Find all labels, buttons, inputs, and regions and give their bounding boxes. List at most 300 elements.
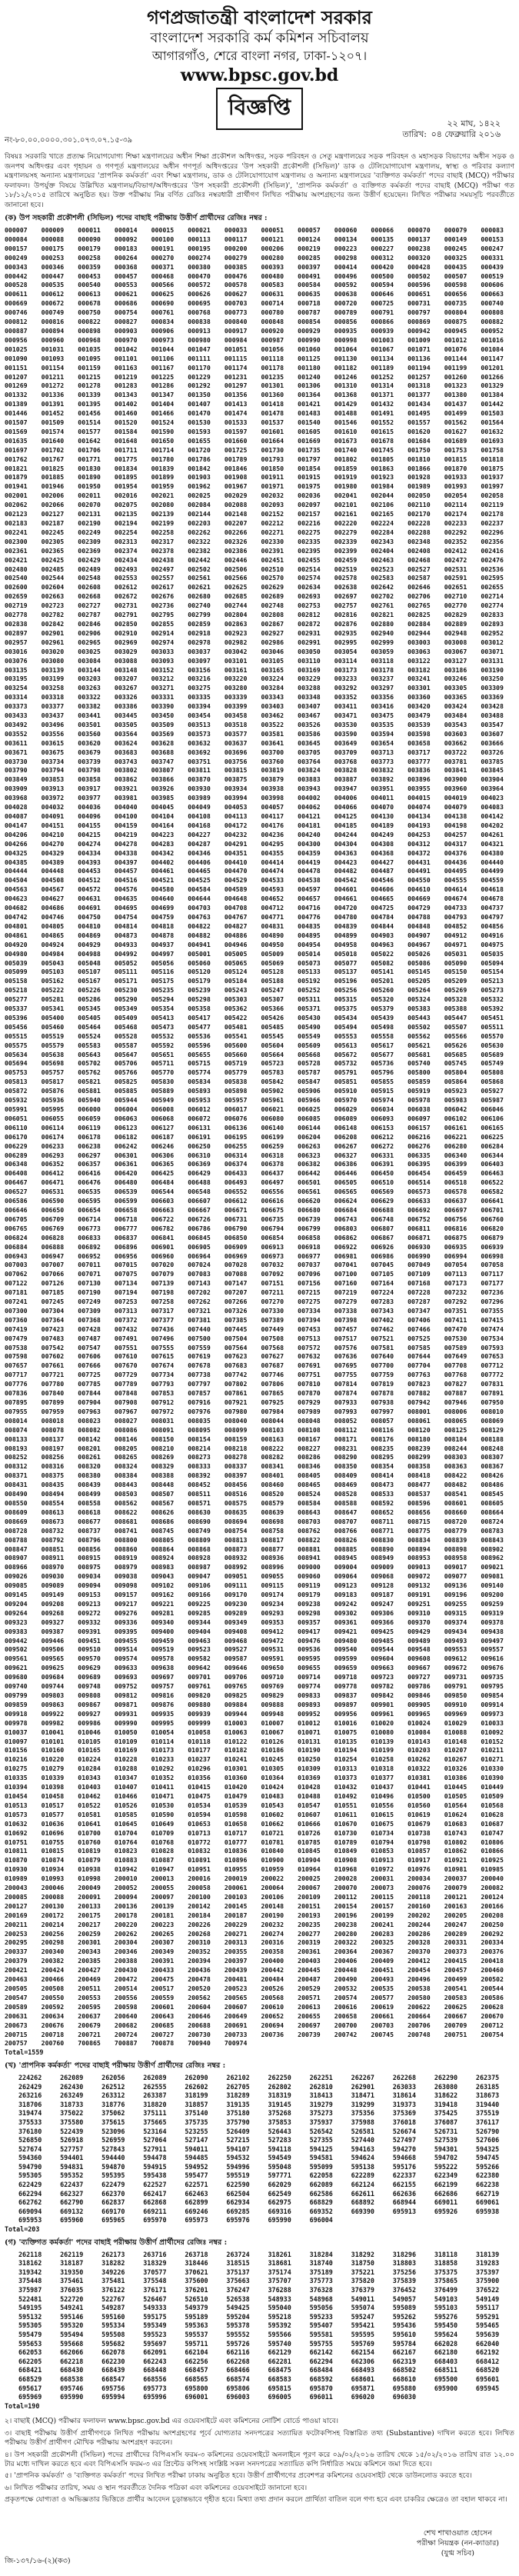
signatory-name: শেখ শাখাওয়াত হোসেন	[423, 2528, 492, 2538]
reg-number: 319135	[226, 2100, 250, 2108]
reg-number: 003428	[481, 702, 504, 711]
reg-number: 000987	[261, 335, 284, 344]
reg-number: 010755	[41, 1838, 65, 1846]
reg-number: 002135	[114, 510, 138, 518]
reg-number: 002408	[408, 546, 431, 555]
reg-number: 001090	[5, 354, 28, 362]
reg-number: 006459	[444, 1169, 467, 1178]
reg-number: 002566	[224, 574, 248, 582]
reg-number: 200670	[481, 2011, 504, 2020]
reg-number: 200574	[334, 1993, 358, 2001]
reg-number: 003819	[261, 766, 284, 775]
reg-number: 007466	[408, 1325, 431, 1333]
reg-number: 375481	[101, 2277, 125, 2285]
reg-number: 004317	[444, 839, 467, 848]
reg-number: 594952	[185, 2162, 208, 2171]
reg-number: 003458	[224, 711, 248, 720]
reg-number: 007355	[481, 1306, 504, 1315]
reg-number: 318471	[351, 2091, 374, 2100]
reg-number: 008885	[334, 1545, 358, 1553]
reg-number: 003832	[371, 766, 394, 775]
reg-number: 200727	[151, 2030, 175, 2038]
reg-number: 594581	[309, 2154, 333, 2162]
reg-number: 006624	[334, 1197, 358, 1205]
reg-number: 668403	[434, 2357, 458, 2365]
reg-number: 006284	[481, 1141, 504, 1150]
reg-number: 007504	[224, 1334, 248, 1342]
reg-number: 001664	[261, 436, 284, 445]
reg-number: 001470	[188, 409, 211, 418]
reg-number: 669316	[268, 2207, 291, 2215]
reg-number: 000635	[298, 290, 321, 298]
reg-number: 003522	[261, 720, 284, 728]
reg-number: 001407	[188, 400, 211, 408]
reg-number: 002842	[41, 619, 65, 628]
reg-number: 005366	[261, 1005, 284, 1013]
reg-number: 009633	[114, 1664, 138, 1672]
reg-number: 007241	[5, 1298, 28, 1306]
reg-number: 009850	[444, 1691, 467, 1699]
reg-number: 009153	[78, 1591, 101, 1599]
reg-number: 001655	[188, 436, 211, 445]
reg-number: 005439	[371, 1013, 394, 1021]
reg-number: 001810	[408, 455, 431, 463]
reg-number: 005099	[5, 968, 28, 976]
reg-number: 004648	[224, 895, 248, 903]
reg-number: 006182	[114, 1132, 138, 1141]
reg-number: 662053	[18, 2348, 42, 2357]
reg-number: 007462	[371, 1325, 394, 1333]
reg-number: 006102	[444, 1114, 467, 1122]
reg-number: 595436	[392, 2321, 416, 2330]
reg-number: 003509	[151, 720, 175, 728]
reg-number: 004176	[261, 821, 284, 829]
reg-number: 526542	[309, 2127, 333, 2135]
reg-number: 669211	[143, 2207, 167, 2215]
commission-title: বাংলাদেশ সরকারি কর্ম কমিশন সচিবালয়	[150, 30, 369, 46]
reg-number: 007559	[188, 1343, 211, 1351]
reg-number: 007406	[408, 1315, 431, 1324]
reg-number: 006301	[114, 1151, 138, 1159]
reg-number: 000754	[114, 308, 138, 317]
reg-number: 006391	[371, 1160, 394, 1168]
reg-number: 007972	[151, 1407, 175, 1415]
reg-number: 006556	[261, 1188, 284, 1196]
reg-number: 002080	[151, 501, 175, 509]
reg-number: 007593	[481, 1343, 504, 1351]
reg-number: 002382	[188, 546, 211, 555]
reg-number: 002070	[78, 501, 101, 509]
reg-number: 200121	[444, 1892, 467, 1901]
reg-number: 004827	[224, 921, 248, 930]
reg-number: 200238	[334, 1920, 358, 1928]
reg-number: 008550	[5, 1498, 28, 1507]
reg-number: 001950	[78, 482, 101, 491]
reg-number: 010347	[114, 1774, 138, 1782]
reg-number: 001323	[444, 382, 467, 390]
reg-number: 001615	[371, 427, 394, 435]
reg-number: 375137	[226, 2268, 250, 2276]
reg-number: 662549	[268, 2189, 291, 2198]
reg-number: 001903	[188, 473, 211, 482]
reg-number: 200139	[151, 1901, 175, 1910]
reg-number: 010424	[261, 1783, 284, 1791]
reg-number: 009264	[5, 1608, 28, 1617]
reg-number: 009251	[408, 1599, 431, 1608]
reg-number: 005409	[114, 1013, 138, 1021]
reg-number: 200304	[114, 1938, 138, 1947]
reg-number: 007997	[371, 1407, 394, 1415]
reg-number: 009425	[371, 1627, 394, 1635]
reg-number: 008125	[444, 1425, 467, 1434]
reg-number: 662230	[101, 2357, 125, 2365]
reg-number: 008261	[78, 1453, 101, 1461]
reg-number: 000033	[224, 226, 248, 234]
reg-number: 006705	[5, 1215, 28, 1223]
reg-number: 004907	[408, 931, 431, 939]
reg-number: 008010	[481, 1407, 504, 1415]
reg-number: 001989	[408, 482, 431, 491]
reg-number: 010131	[298, 1737, 321, 1745]
reg-number: 008142	[78, 1435, 101, 1443]
reg-number: 007993	[334, 1407, 358, 1415]
reg-number: 262267	[351, 2073, 374, 2081]
reg-number: 001507	[5, 418, 28, 427]
reg-number: 006986	[371, 1251, 394, 1260]
reg-number: 000611	[5, 290, 28, 298]
reg-number: 008720	[444, 1517, 467, 1525]
reg-number: 002093	[261, 501, 284, 509]
reg-number: 010760	[78, 1838, 101, 1846]
reg-number: 006773	[78, 1224, 101, 1232]
reg-number: 010199	[371, 1746, 394, 1755]
reg-number: 006692	[408, 1205, 431, 1214]
reg-number: 008154	[188, 1435, 211, 1443]
reg-number: 008898	[444, 1545, 467, 1553]
reg-number: 001839	[151, 464, 175, 472]
reg-number: 010845	[298, 1847, 321, 1855]
reg-number: 005651	[151, 1050, 175, 1058]
reg-number: 010029	[444, 1718, 467, 1727]
reg-number: 004818	[151, 921, 175, 930]
reg-number: 002753	[298, 602, 321, 610]
reg-number: 004278	[114, 839, 138, 848]
reg-number: 010220	[41, 1755, 65, 1764]
reg-number: 004504	[5, 876, 28, 885]
reg-number: 003666	[481, 738, 504, 747]
reg-number: 009302	[334, 1608, 358, 1617]
reg-number: 200277	[298, 1929, 321, 1938]
reg-number: 000791	[371, 308, 394, 317]
reg-number: 000840	[224, 318, 248, 326]
reg-number: 010250	[298, 1755, 321, 1764]
reg-number: 004703	[188, 904, 211, 912]
reg-number: 594532	[226, 2154, 250, 2162]
reg-number: 001442	[481, 400, 504, 408]
reg-number: 007071	[78, 1270, 101, 1278]
reg-number: 002123	[5, 510, 28, 518]
reg-number: 006233	[41, 1141, 65, 1150]
reg-number: 010041	[41, 1728, 65, 1736]
reg-number: 200475	[151, 1975, 175, 1984]
reg-number: 004946	[224, 940, 248, 948]
reg-number: 003139	[41, 665, 65, 674]
reg-number: 000913	[188, 326, 211, 335]
reg-number: 001793	[261, 455, 284, 463]
reg-number: 009077	[444, 1572, 467, 1581]
reg-number: 002296	[481, 528, 504, 536]
reg-number: 007062	[5, 1270, 28, 1278]
reg-number: 002131	[78, 510, 101, 518]
govt-title: গণপ্রজাতন্ত্রী বাংলাদেশ সরকার	[147, 6, 372, 28]
reg-number: 009268	[41, 1608, 65, 1617]
reg-number: 008958	[444, 1554, 467, 1562]
reg-number: 000827	[114, 318, 138, 326]
reg-number: 001524	[151, 418, 175, 427]
reg-number: 009799	[5, 1691, 28, 1699]
reg-number: 009412	[261, 1627, 284, 1635]
reg-number: 009289	[224, 1608, 248, 1617]
reg-number: 005592	[151, 1041, 175, 1049]
reg-number: 002978	[188, 638, 211, 646]
reg-number: 005090	[444, 958, 467, 967]
reg-number: 010862	[444, 1847, 467, 1855]
reg-number: 003615	[41, 738, 65, 747]
reg-number: 007079	[151, 1270, 175, 1278]
reg-number: 006280	[444, 1141, 467, 1150]
reg-number: 200397	[224, 1957, 248, 1965]
reg-number: 009332	[78, 1618, 101, 1626]
reg-number: 009650	[261, 1664, 284, 1672]
reg-number: 375461	[60, 2277, 84, 2285]
reg-number: 200601	[151, 2002, 175, 2011]
reg-number: 008435	[41, 1481, 65, 1489]
reg-number: 200634	[41, 2011, 65, 2020]
reg-number: 007980	[224, 1407, 248, 1415]
reg-number: 594360	[18, 2154, 42, 2162]
reg-number: 003883	[298, 775, 321, 784]
reg-number: 000191	[151, 244, 175, 252]
reg-number: 007164	[371, 1279, 394, 1288]
reg-number: 008222	[261, 1444, 284, 1452]
reg-number: 009051	[224, 1572, 248, 1581]
reg-number: 375987	[18, 2286, 42, 2294]
reg-number: 001432	[371, 400, 394, 408]
reg-number: 005536	[188, 1031, 211, 1040]
reg-number: 003424	[444, 702, 467, 711]
reg-number: 003071	[481, 647, 504, 655]
reg-number: 007215	[298, 1288, 321, 1297]
reg-number: 001885	[41, 473, 65, 482]
reg-number: 007292	[444, 1298, 467, 1306]
reg-number: 004304	[334, 839, 358, 848]
reg-number: 200013	[151, 1875, 175, 1883]
reg-number: 000887	[5, 326, 28, 335]
reg-number: 002612	[114, 583, 138, 592]
reg-number: 200184	[188, 1911, 211, 1919]
reg-number: 000447	[41, 272, 65, 280]
reg-number: 010976	[408, 1865, 431, 1874]
reg-number: 008805	[151, 1535, 175, 1544]
reg-number: 009723	[371, 1673, 394, 1681]
reg-number: 002527	[408, 565, 431, 573]
reg-number: 001863	[371, 464, 394, 472]
reg-number: 002006	[41, 492, 65, 500]
reg-number: 004482	[334, 867, 358, 875]
reg-number: 318706	[18, 2100, 42, 2108]
reg-number: 006531	[41, 1188, 65, 1196]
reg-number: 005566	[444, 1031, 467, 1040]
reg-number: 008388	[151, 1471, 175, 1480]
reg-number: 006799	[298, 1224, 321, 1232]
reg-number: 002808	[261, 611, 284, 619]
reg-number: 595117	[475, 2304, 500, 2312]
reg-number: 005808	[481, 1068, 504, 1077]
reg-number: 004406	[188, 858, 211, 866]
reg-number: 009047	[188, 1572, 211, 1581]
reg-number: 595291	[475, 2312, 500, 2321]
reg-number: 200649	[224, 2011, 248, 2020]
reg-number: 001786	[188, 455, 211, 463]
reg-number: 001189	[371, 363, 394, 372]
reg-number: 003560	[78, 729, 101, 738]
reg-number: 008983	[151, 1563, 175, 1571]
reg-number: 003926	[151, 785, 175, 793]
reg-number: 004516	[114, 876, 138, 885]
section-total: Total=1559	[5, 2048, 44, 2057]
reg-number: 003394	[188, 702, 211, 711]
reg-number: 003488	[481, 711, 504, 720]
reg-number: 200313	[224, 1938, 248, 1947]
reg-number: 002245	[41, 528, 65, 536]
reg-number: 009578	[151, 1655, 175, 1663]
reg-number: 662256	[185, 2357, 208, 2365]
reg-number: 200079	[444, 1884, 467, 1892]
reg-number: 001693	[481, 436, 504, 445]
reg-number: 010781	[261, 1838, 284, 1846]
reg-number: 010177	[188, 1746, 211, 1755]
reg-number: 006824	[5, 1233, 28, 1241]
reg-number: 200343	[78, 1948, 101, 1956]
reg-number: 006514	[408, 1178, 431, 1187]
reg-number: 006697	[444, 1205, 467, 1214]
reg-number: 002088	[224, 501, 248, 509]
reg-number: 010951	[188, 1865, 211, 1874]
reg-number: 010190	[298, 1746, 321, 1755]
reg-number: 007989	[298, 1407, 321, 1415]
reg-number: 010636	[41, 1819, 65, 1828]
reg-number: 003649	[334, 738, 358, 747]
reg-number: 005035	[481, 949, 504, 958]
reg-number: 007453	[298, 1325, 321, 1333]
reg-number: 002326	[224, 537, 248, 545]
reg-number: 010173	[151, 1746, 175, 1755]
reg-number: 000343	[5, 262, 28, 271]
reg-number: 375369	[392, 2109, 416, 2118]
reg-number: 262056	[101, 2073, 125, 2081]
reg-number: 006841	[151, 1233, 175, 1241]
reg-number: 010301	[224, 1765, 248, 1773]
reg-number: 005107	[78, 968, 101, 976]
reg-number: 001042	[114, 345, 138, 353]
reg-number: 005719	[224, 1059, 248, 1068]
reg-number: 002748	[261, 602, 284, 610]
reg-number: 200253	[5, 1929, 28, 1938]
reg-number: 262290	[434, 2073, 458, 2081]
reg-number: 003679	[78, 748, 101, 756]
reg-number: 001753	[444, 445, 467, 454]
reg-number: 004227	[188, 830, 211, 838]
reg-number: 003216	[188, 675, 211, 683]
reg-number: 000789	[334, 308, 358, 317]
reg-number: 002668	[78, 592, 101, 601]
reg-number: 008847	[5, 1545, 28, 1553]
reg-number: 200361	[298, 1948, 321, 1956]
reg-number: 662934	[226, 2198, 250, 2207]
reg-number: 005970	[334, 1096, 358, 1105]
reg-number: 000750	[78, 308, 101, 317]
reg-number: 318803	[392, 2259, 416, 2268]
reg-number: 010964	[298, 1865, 321, 1874]
reg-number: 695800	[185, 2384, 208, 2392]
reg-number: 004113	[224, 812, 248, 820]
reg-number: 005043	[41, 958, 65, 967]
reg-number: 010343	[78, 1774, 101, 1782]
reg-number: 002275	[298, 528, 321, 536]
reg-number: 010097	[5, 1737, 28, 1745]
reg-number: 008830	[371, 1535, 394, 1544]
reg-number: 007836	[5, 1389, 28, 1398]
reg-number: 005919	[408, 1087, 431, 1095]
reg-number: 005957	[224, 1096, 248, 1105]
reg-number: 200583	[444, 1993, 467, 2001]
reg-number: 002021	[151, 492, 175, 500]
reg-number: 001434	[408, 400, 431, 408]
reg-number: 004321	[481, 839, 504, 848]
reg-number: 004559	[481, 876, 504, 885]
reg-number: 000812	[5, 318, 28, 326]
reg-number: 008834	[408, 1535, 431, 1544]
reg-number: 002523	[371, 565, 394, 573]
reg-number: 007848	[114, 1389, 138, 1398]
reg-number: 006845	[188, 1233, 211, 1241]
reg-number: 008456	[224, 1481, 248, 1489]
reg-number: 008609	[5, 1508, 28, 1516]
reg-number: 009217	[114, 1599, 138, 1608]
reg-number: 200187	[224, 1911, 248, 1919]
reg-number: 200352	[188, 1948, 211, 1956]
reg-number: 000583	[261, 281, 284, 289]
reg-number: 594745	[475, 2154, 500, 2162]
reg-number: 002548	[78, 574, 101, 582]
reg-number: 005881	[78, 1087, 101, 1095]
reg-number: 010067	[261, 1728, 284, 1736]
reg-number: 010390	[481, 1774, 504, 1782]
reg-number: 004168	[188, 821, 211, 829]
reg-number: 522439	[60, 2127, 84, 2135]
reg-number: 200553	[78, 1993, 101, 2001]
reg-number: 006858	[298, 1233, 321, 1241]
reg-number: 008486	[481, 1481, 504, 1489]
reg-number: 200100	[188, 1892, 211, 1901]
reg-number: 005634	[5, 1050, 28, 1058]
reg-number: 007096	[298, 1270, 321, 1278]
reg-number: 549195	[18, 2304, 42, 2312]
reg-number: 004261	[481, 830, 504, 838]
reg-number: 200721	[78, 2030, 101, 2038]
reg-number: 006195	[224, 1132, 248, 1141]
reg-number: 001678	[371, 436, 394, 445]
